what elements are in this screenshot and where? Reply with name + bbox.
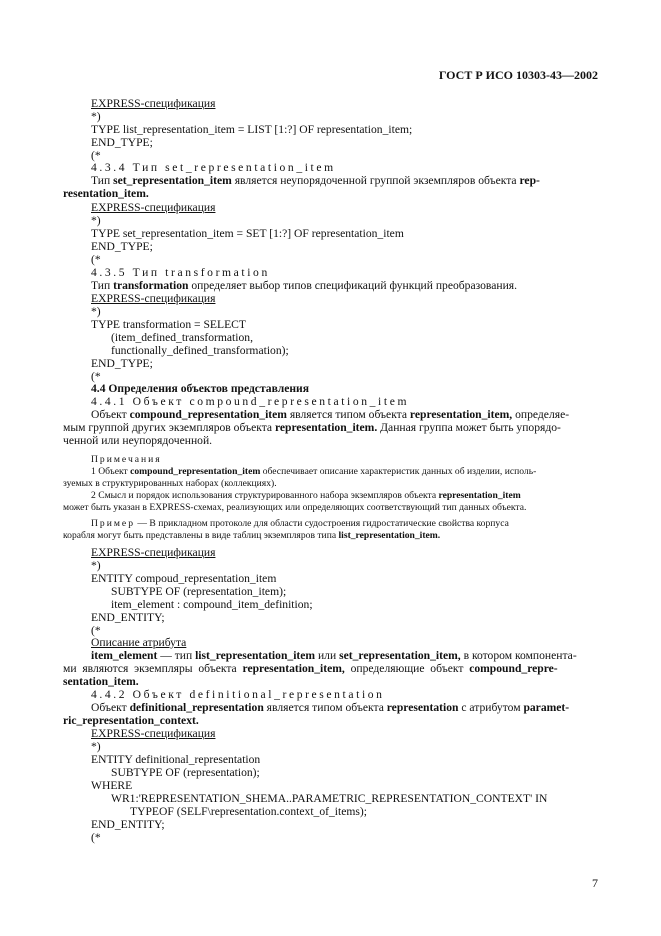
code-line: (item_defined_transformation,	[111, 331, 253, 344]
paragraph-line: мым группой других экземпляров объекта representation_item. Данная группа может быть упорядо-	[63, 421, 561, 434]
paragraph-line: Тип set_representation_item является неупорядоченной группой экземпляров объекта rep-	[91, 174, 540, 187]
paragraph-line: ric_representation_context.	[63, 714, 199, 727]
code-line: ENTITY compoud_representation_item	[91, 572, 277, 585]
code-line: WHERE	[91, 779, 133, 792]
code-line: ENTITY definitional_representation	[91, 753, 261, 766]
section-heading-4-3-4: 4.3.4 Тип set_representation_item	[91, 161, 336, 174]
section-heading-4-4-1: 4.4.1 Объект compound_representation_item	[91, 395, 410, 408]
code-line: END_TYPE;	[91, 357, 153, 370]
code-line: END_TYPE;	[91, 136, 153, 149]
code-line: (*	[91, 624, 101, 637]
attribute-description-title: Описание атрибута	[91, 636, 187, 649]
express-spec-label: EXPRESS-спецификация	[91, 727, 216, 740]
code-line: (*	[91, 149, 101, 162]
paragraph-line: ченной или неупорядоченной.	[63, 434, 213, 447]
paragraph-line: resentation_item.	[63, 187, 149, 200]
express-spec-label: EXPRESS-спецификация	[91, 201, 216, 214]
code-line: *)	[91, 740, 101, 753]
code-line: item_element : compound_item_definition;	[111, 598, 313, 611]
code-line: *)	[91, 214, 101, 227]
code-line: WR1:'REPRESENTATION_SHEMA..PARAMETRIC_REPRESENTATION_CONTEXT' IN	[111, 792, 548, 805]
express-spec-label: EXPRESS-спецификация	[91, 97, 216, 110]
paragraph-line: Объект definitional_representation является типом объекта representation с атрибутом paramet-	[91, 701, 570, 714]
example-line: Пример — В прикладном протоколе для области судостроения гидростатические свойства корпуса	[91, 518, 509, 529]
page-number: 7	[592, 876, 598, 890]
notes-title: Примечания	[91, 454, 162, 465]
code-line: SUBTYPE OF (representation_item);	[111, 585, 287, 598]
code-line: TYPE set_representation_item = SET [1:?] OF representation_item	[91, 227, 404, 240]
note-line: 1 Объект compound_representation_item обеспечивает описание характеристик данных об изделии, исполь-	[91, 466, 537, 477]
code-line: END_ENTITY;	[91, 611, 165, 624]
code-line: END_TYPE;	[91, 240, 153, 253]
code-line: TYPE list_representation_item = LIST [1:?] OF representation_item;	[91, 123, 413, 136]
note-line: зуемых в структурированных наборах (коллекциях).	[63, 478, 277, 489]
note-line: может быть указан в EXPRESS-схемах, реализующих или определяющих соответствующий тип данных объекта.	[63, 502, 527, 513]
paragraph-line: Тип transformation определяет выбор типов спецификаций функций преобразования.	[91, 279, 518, 292]
paragraph-line: ми являются экземпляры объекта representation_item, определяющие объект compound_repre-	[63, 662, 558, 675]
code-line: *)	[91, 110, 101, 123]
express-spec-label: EXPRESS-спецификация	[91, 292, 216, 305]
paragraph-line: item_element — тип list_representation_item или set_representation_item, в котором компонента-	[91, 649, 577, 662]
example-line: корабля могут быть представлены в виде таблиц экземпляров типа list_representation_item.	[63, 530, 441, 541]
standard-header: ГОСТ Р ИСО 10303-43—2002	[438, 68, 598, 82]
code-line: *)	[91, 305, 101, 318]
note-line: 2 Смысл и порядок использования структурированного набора экземпляров объекта representation_item	[91, 490, 521, 501]
code-line: SUBTYPE OF (representation);	[111, 766, 260, 779]
code-line: (*	[91, 831, 101, 844]
code-line: functionally_defined_transformation);	[111, 344, 289, 357]
section-heading-4-4-2: 4.4.2 Объект definitional_representation	[91, 688, 385, 701]
paragraph-line: sentation_item.	[63, 675, 139, 688]
code-line: END_ENTITY;	[91, 818, 165, 831]
code-line: (*	[91, 253, 101, 266]
express-spec-label: EXPRESS-спецификация	[91, 546, 216, 559]
code-line: TYPEOF (SELF\representation.context_of_items);	[130, 805, 367, 818]
paragraph-line: Объект compound_representation_item является типом объекта representation_item, определяе-	[91, 408, 570, 421]
code-line: *)	[91, 559, 101, 572]
section-heading-4-4: 4.4 Определения объектов представления	[91, 382, 309, 395]
section-heading-4-3-5: 4.3.5 Тип transformation	[91, 266, 270, 279]
code-line: (*	[91, 370, 101, 383]
code-line: TYPE transformation = SELECT	[91, 318, 246, 331]
